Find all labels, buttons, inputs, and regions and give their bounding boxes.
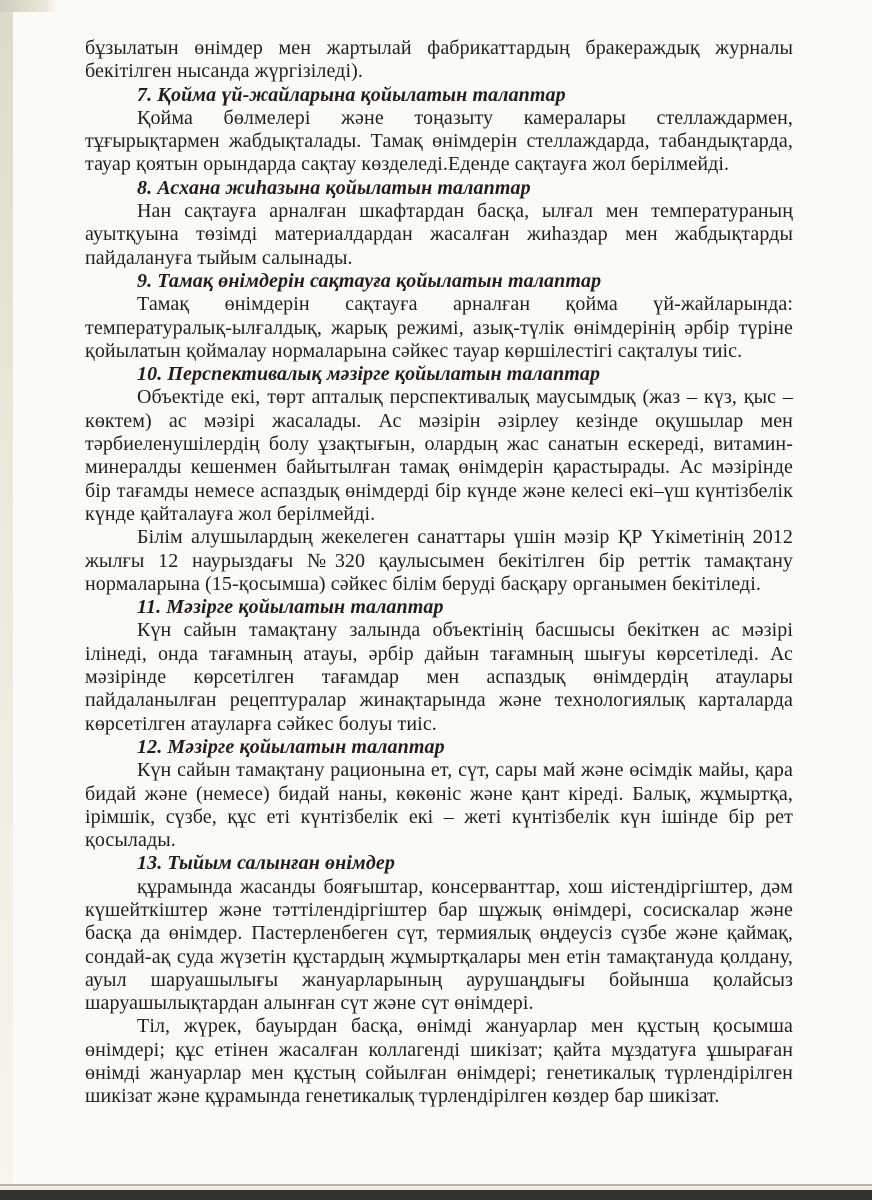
section-11-paragraph: Күн сайын тамақтану залында объектінің басшысы бекіткен ас мәзірі ілінеді, онда тағамның атауы, әрбір дайын тағамның шығуы көрсетіледі. Ас мәзірінде көрсетілген тағамдар мен аспаздық өнімдердің атаулары пайдаланылған рецептуралар жинақтарында және технологиялық карталарда көрсетілген атауларға сәйкес болуы тиіс.	[85, 619, 793, 735]
section-10-paragraph-2: Білім алушылардың жекелеген санаттары үшін мәзір ҚР Үкіметінің 2012 жылғы 12 наурыздағы №320 қаулысымен бекітілген бір реттік тамақтану нормаларына (15-қосымша) сәйкес білім беруді басқару органымен бекітіледі.	[85, 526, 793, 595]
section-7-heading: 7. Қойма үй-жайларына қойылатын талаптар	[137, 83, 566, 106]
section-11-heading: 11. Мәзірге қойылатын талаптар	[137, 596, 444, 619]
scan-bottom-dark-bar	[0, 1190, 872, 1200]
scan-left-edge-shadow	[0, 0, 13, 1200]
section-10-paragraph-1: Объектіде екі, төрт апталық перспективалық маусымдық (жаз – күз, қыс – көктем) ас мәзірі жасалады. Ас мәзірін әзірлеу кезінде оқушылар мен тәрбиеленушілердің болу ұзақтығын, олардың жас санатын ескереді, витамин-минералды кешенмен байытылған тамақ өнімдерін қарастырады. Ас мәзірінде бір тағамды немесе аспаздық өнімдерді бір күнде және келесі екі–үш күнтізбелік күнде қайталауға жол берілмейді.	[85, 386, 793, 525]
section-8-heading: 8. Асхана жиһазына қойылатын талаптар	[137, 176, 531, 199]
continued-paragraph: бұзылатын өнімдер мен жартылай фабрикаттардың бракераждық журналы бекітілген нысанда жүргізіледі).	[85, 37, 793, 83]
section-12-paragraph: Күн сайын тамақтану рационына ет, сүт, сары май және өсімдік майы, қара бидай және (немесе) бидай наны, көкөніс және қант кіреді. Балық, жұмыртқа, ірімшік, сүзбе, құс еті күнтізбелік екі – жеті күнтізбелік күн ішінде бір рет қосылады.	[85, 759, 793, 852]
section-9-paragraph: Тамақ өнімдерін сақтауға арналған қойма үй-жайларында: температуралық-ылғалдық, жарық режимі, азық-түлік өнімдерінің әрбір түріне қойылатын қоймалау нормаларына сәйкес тауар көршілестігі сақталуы тиіс.	[85, 293, 793, 362]
scan-top-left-artifact	[0, 0, 58, 12]
section-7-paragraph: Қойма бөлмелері және тоңазыту камералары стеллаждармен, тұғырықтармен жабдықталады. Тамақ өнімдерін стеллаждарда, табандықтарда, тауар қоятын орындарда сақтау көзделеді.Еденде сақтауға жол берілмейді.	[85, 106, 793, 176]
section-8-paragraph: Нан сақтауға арналған шкафтардан басқа, ылғал мен температураның ауытқуына төзімді материалдардан жасалған жиһаздар мен жабдықтарды пайдалануға тыйым салынады.	[85, 200, 793, 269]
section-13-heading: 13. Тыйым салынған өнімдер	[137, 852, 395, 875]
section-10-heading: 10. Перспективалық мәзірге қойылатын талаптар	[137, 363, 601, 386]
section-13-paragraph-2: Тіл, жүрек, бауырдан басқа, өнімді жануарлар мен құстың қосымша өнімдері; құс етінен жасалған коллагенді шикізат; қайта мұздатуға ұшыраған өнімді жануарлар мен құстың сойылған өнімдері; генетикалық түрлендірілген шикізат және құрамында генетикалық түрлендірілген көздер бар шикізат.	[85, 1015, 793, 1108]
document-text-block	[85, 37, 793, 1109]
section-9-heading: 9. Тамақ өнімдерін сақтауға қойылатын талаптар	[137, 269, 602, 292]
section-13-paragraph-1: құрамында жасанды бояғыштар, консерванттар, хош иістендіргіштер, дәм күшейткіштер және тәттілендіргіштер бар шұжық өнімдері, сосискалар және басқа да өнімдер. Пастерленбеген сүт, термиялық өңдеусіз сүзбе және қаймақ, сондай-ақ суда жүзетін құстардың жұмыртқалары мен етін тамақтануда қолдану, ауыл шаруашылығы жануарларының аурушаңдығы бойынша қолайсыз шаруашылықтардан алынған сүт және сүт өнімдері.	[85, 875, 793, 1015]
section-12-heading: 12. Мәзірге қойылатын талаптар	[137, 735, 445, 758]
scan-bottom-thin-line	[0, 1184, 872, 1186]
